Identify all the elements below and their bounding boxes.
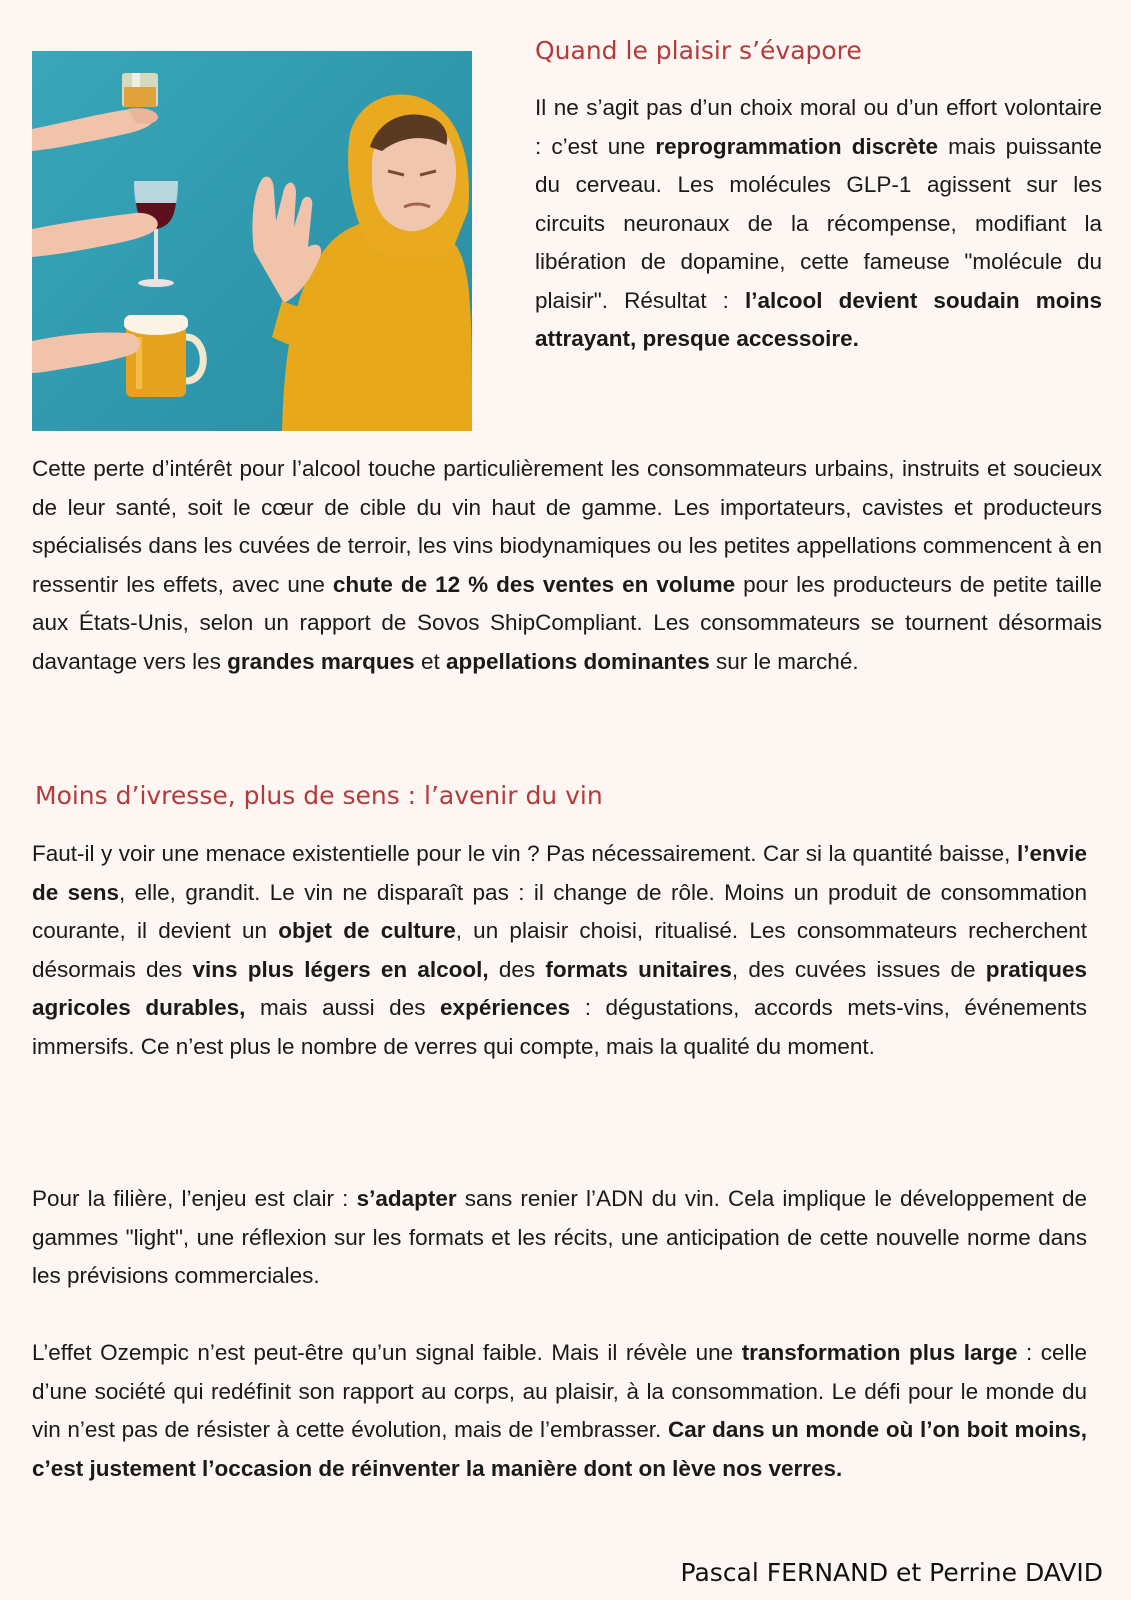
bold-text-run: chute de 12 % des ventes en volume bbox=[332, 571, 736, 597]
text-run: Pour la filière, l’enjeu est clair : bbox=[32, 1186, 357, 1211]
text-run: mais puissante du cerveau. Les molécules GLP-1 agissent sur les circuits neuronaux de la récompense, modifiant la libération de dopamine, cette fameuse "molécule du plaisir". Résultat : bbox=[535, 133, 1102, 313]
text-run: Cette perte d’intérêt pour l’alcool touche particulièrement les consommateurs urbains, instruits et soucieux de leur santé, soit le cœur de cible du vin haut de gamme. Les importateurs, cavistes et producteurs spécialisés dans les cuvées de terroir, les vins biodynamiques ou les petites appellations commencent à en ressentir les effets, avec une bbox=[32, 456, 1102, 597]
text-run: et bbox=[414, 648, 446, 674]
bold-text-run: pratiques agricoles durables, bbox=[32, 956, 1087, 1020]
bold-text-run: vins plus légers en alcool, bbox=[192, 956, 489, 982]
text-run: : dégustations, accords mets-vins, événements immersifs. Ce n’est plus le nombre de verres qui compte, mais la qualité du moment. bbox=[32, 995, 1087, 1059]
beer-mug-icon bbox=[124, 315, 203, 397]
man-in-hoodie-figure bbox=[252, 95, 472, 431]
refusing-drinks-illustration bbox=[32, 51, 472, 431]
bold-text-run: transformation plus large bbox=[741, 1340, 1018, 1365]
text-run: , des cuvées issues de bbox=[731, 956, 986, 982]
author-signature: Pascal FERNAND et Perrine DAVID bbox=[680, 1558, 1103, 1587]
bold-text-run: formats unitaires bbox=[545, 956, 732, 982]
bold-text-run: objet de culture bbox=[278, 918, 456, 943]
text-run: pour les producteurs de petite taille aux États-Unis, selon un rapport de Sovos ShipCompliant. Les consommateurs se tournent désormais davantage vers les bbox=[32, 571, 1102, 674]
bold-text-run: expériences bbox=[440, 995, 571, 1020]
text-run: : celle d’une société qui redéfinit son rapport au corps, au plaisir, à la consommation. Le défi pour le monde du vin n’est pas de résister à cette évolution, mais de l’embrasser. bbox=[32, 1340, 1088, 1442]
paragraph-ozempic bbox=[32, 1334, 1087, 1488]
text-run: , elle, grandit. Le vin ne disparaît pas : il change de rôle. Moins un produit de consommation courante, il devient un bbox=[32, 879, 1087, 943]
text-run: sur le marché. bbox=[709, 648, 859, 674]
paragraph-filiere bbox=[32, 1180, 1087, 1296]
text-run: L’effet Ozempic n’est peut-être qu’un signal faible. Mais il révèle une bbox=[32, 1340, 742, 1365]
text-run: Faut-il y voir une menace existentielle pour le vin ? Pas nécessairement. Car si la quantité baisse, bbox=[32, 841, 1017, 866]
text-run: sans renier l’ADN du vin. Cela implique le développement de gammes "light", une réflexion sur les formats et les récits, une anticipation de cette nouvelle norme dans les prévisions commerciales. bbox=[32, 1186, 1087, 1288]
text-run: , un plaisir choisi, ritualisé. Les consommateurs recherchent désormais des bbox=[32, 918, 1087, 982]
paragraph-perte-interet bbox=[32, 450, 1102, 681]
text-run: mais aussi des bbox=[245, 995, 441, 1020]
article-photo bbox=[32, 51, 472, 431]
bold-text-run: s’adapter bbox=[356, 1186, 457, 1211]
bold-text-run: Car dans un monde où l’on boit moins, c’est justement l’occasion de réinventer la manière dont on lève nos verres. bbox=[32, 1417, 1087, 1481]
text-run: Il ne s’agit pas d’un choix moral ou d’un effort volontaire : c’est une bbox=[535, 95, 1102, 159]
text-run: des bbox=[488, 956, 546, 982]
section-heading-plaisir: Quand le plaisir s’évapore bbox=[535, 36, 862, 65]
section-heading-avenir: Moins d’ivresse, plus de sens : l’avenir du vin bbox=[35, 781, 603, 810]
bold-text-run: appellations dominantes bbox=[445, 648, 710, 674]
bold-text-run: reprogrammation discrète bbox=[655, 133, 938, 159]
bold-text-run: l’alcool devient soudain moins attrayant, presque accessoire. bbox=[535, 287, 1102, 351]
paragraph-reprogrammation bbox=[535, 89, 1102, 359]
bold-text-run: l’envie de sens bbox=[32, 841, 1087, 905]
bold-text-run: grandes marques bbox=[227, 648, 415, 674]
paragraph-menace bbox=[32, 835, 1087, 1066]
shot-glass-icon bbox=[122, 73, 158, 107]
